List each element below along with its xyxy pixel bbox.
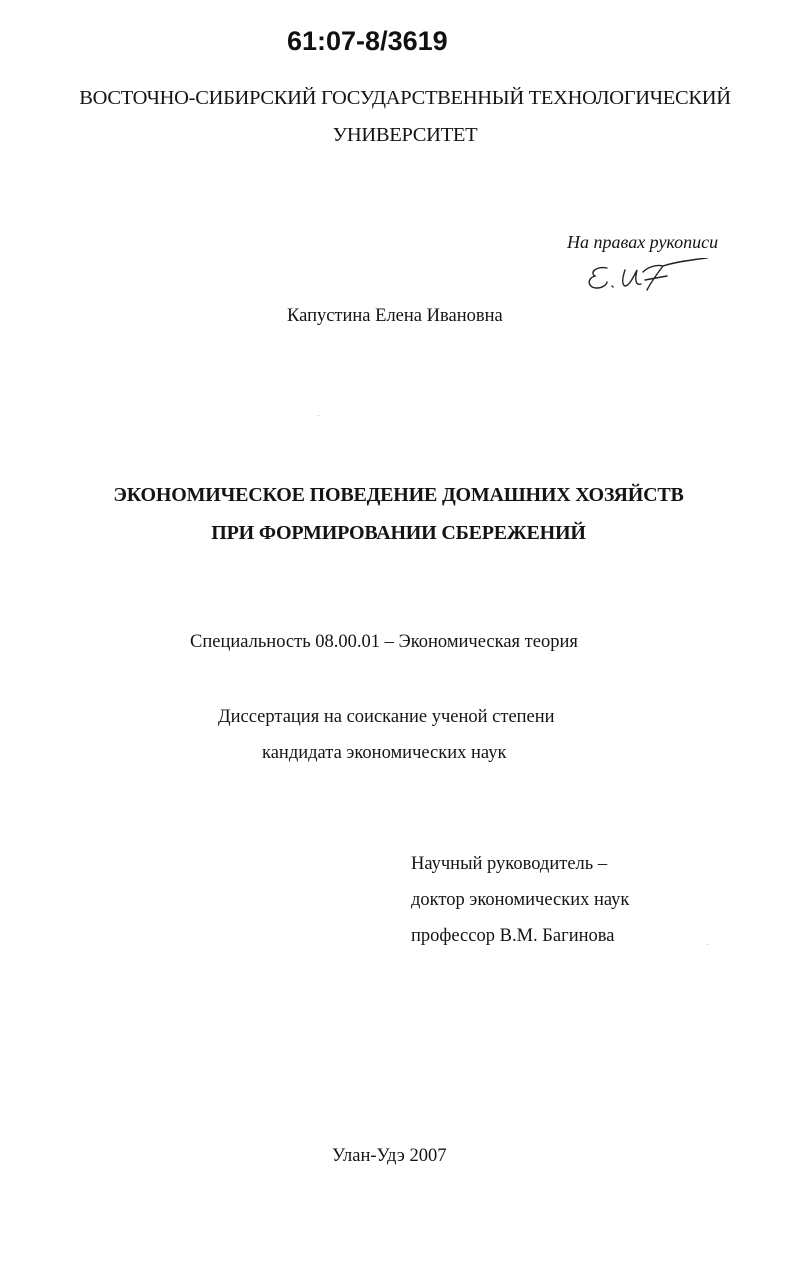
university-name-line1: ВОСТОЧНО-СИБИРСКИЙ ГОСУДАРСТВЕННЫЙ ТЕХНОЛОГИЧЕСКИЙ: [79, 87, 731, 109]
scan-speck: [707, 944, 708, 945]
supervisor-degree: доктор экономических наук: [411, 890, 630, 910]
place-and-year: Улан-Удэ 2007: [332, 1146, 447, 1166]
library-code: 61:07-8/3619: [287, 26, 448, 56]
degree-line1: Диссертация на соискание ученой степени: [218, 707, 555, 727]
specialty: Специальность 08.00.01 – Экономическая теория: [190, 632, 578, 652]
scan-speck: [318, 415, 319, 416]
degree-line2: кандидата экономических наук: [262, 743, 507, 763]
handwritten-signature: [585, 258, 715, 298]
author-name: Капустина Елена Ивановна: [287, 306, 503, 326]
university-name-line2: УНИВЕРСИТЕТ: [332, 124, 478, 146]
dissertation-title-line1: ЭКОНОМИЧЕСКОЕ ПОВЕДЕНИЕ ДОМАШНИХ ХОЗЯЙСТВ: [113, 484, 684, 506]
manuscript-rights-note: На правах рукописи: [567, 232, 719, 252]
supervisor-label: Научный руководитель –: [411, 854, 608, 874]
dissertation-title-line2: ПРИ ФОРМИРОВАНИИ СБЕРЕЖЕНИЙ: [211, 522, 586, 544]
supervisor-name: профессор В.М. Багинова: [411, 926, 615, 946]
